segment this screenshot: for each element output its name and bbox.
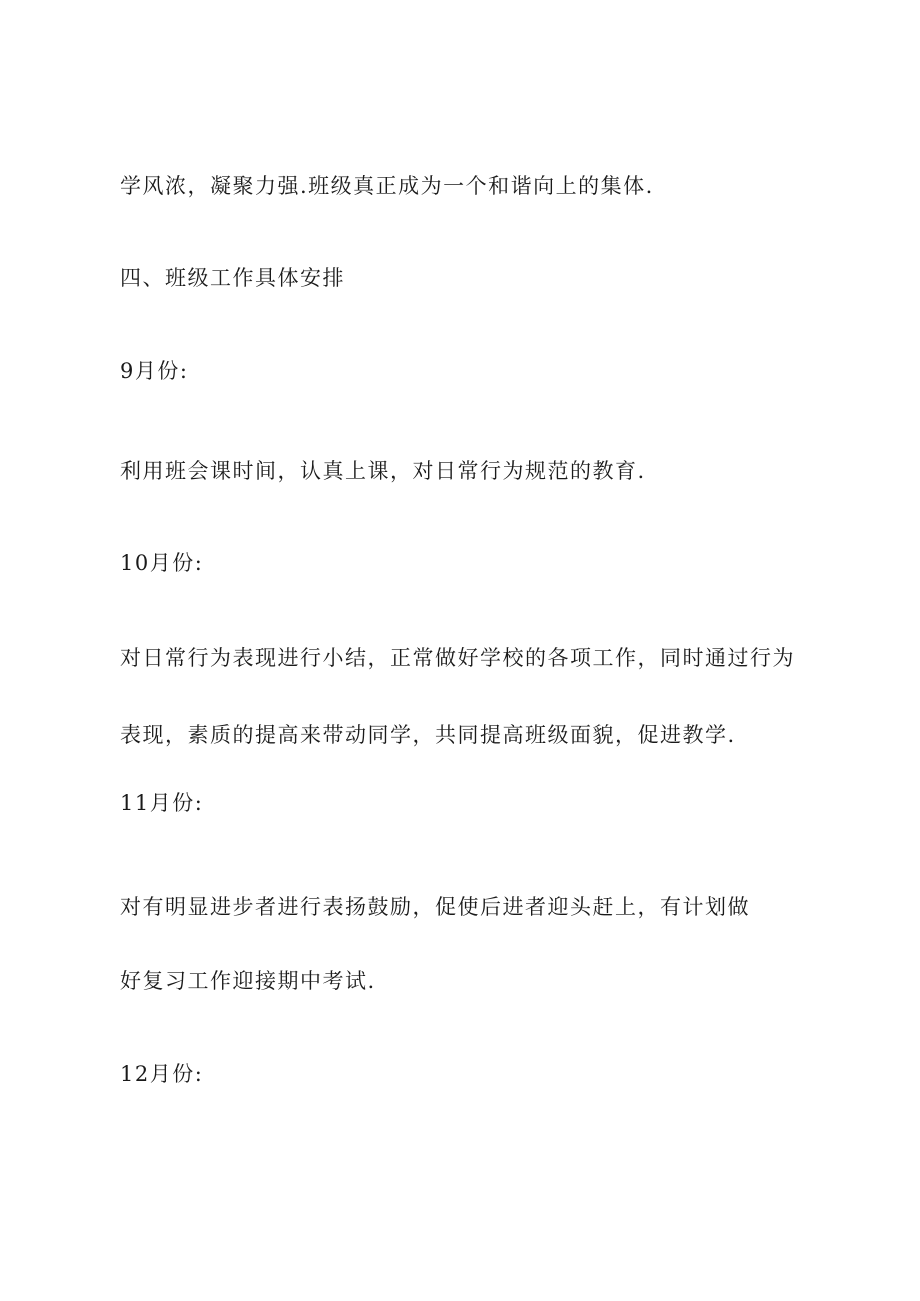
section-heading: 四、班级工作具体安排	[120, 266, 345, 290]
september-plan-text: 利用班会课时间，认真上课，对日常行为规范的教育.	[120, 459, 646, 483]
month-heading-november: 11月份:	[120, 791, 204, 815]
month-heading-september: 9月份:	[120, 359, 189, 383]
october-plan-text-line-2: 表现，素质的提高来带动同学，共同提高班级面貌，促进教学.	[120, 723, 736, 747]
november-plan-text-line-2: 好复习工作迎接期中考试.	[120, 969, 376, 993]
paragraph-continuation: 学风浓，凝聚力强.班级真正成为一个和谐向上的集体.	[120, 174, 654, 198]
november-plan-text-line-1: 对有明显进步者进行表扬鼓励，促使后进者迎头赶上，有计划做	[120, 895, 750, 919]
month-heading-december: 12月份:	[120, 1062, 204, 1086]
month-heading-october: 10月份:	[120, 551, 204, 575]
october-plan-text-line-1: 对日常行为表现进行小结，正常做好学校的各项工作，同时通过行为	[120, 646, 795, 670]
